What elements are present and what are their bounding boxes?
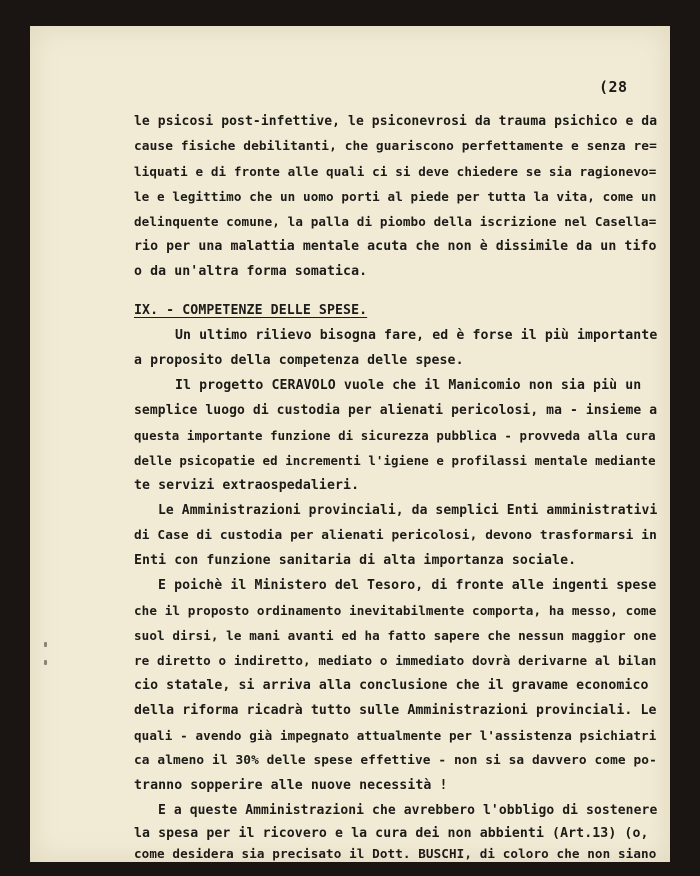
text-line: o da un'altra forma somatica.: [134, 264, 368, 279]
text-line: suol dirsi, le mani avanti ed ha fatto sapere che nessun maggior one: [134, 628, 657, 643]
page-number: (28: [599, 78, 628, 96]
text-line: Le Amministrazioni provinciali, da semplici Enti amministrativi: [158, 503, 658, 518]
punch-hole-mark: [44, 660, 47, 665]
text-line: Un ultimo rilievo bisogna fare, ed è forse il più importante: [175, 328, 658, 343]
text-line: cio statale, si arriva alla conclusione che il gravame economico: [134, 678, 649, 693]
text-line: a proposito della competenza delle spese.: [134, 353, 464, 368]
text-line: le psicosi post-infettive, le psiconevrosi da trauma psichico e da: [134, 114, 658, 129]
text-line: semplice luogo di custodia per alienati pericolosi, ma - insieme a: [134, 403, 658, 418]
text-line: delle psicopatie ed incrementi l'igiene e profilassi mentale mediante: [134, 453, 656, 468]
text-line: liquati e di fronte alle quali ci si deve chiedere se sia ragionevo=: [134, 164, 657, 179]
text-line: re diretto o indiretto, mediato o immediato dovrà derivarne al bilan: [134, 653, 657, 668]
text-line: Enti con funzione sanitaria di alta importanza sociale.: [134, 553, 577, 568]
text-line: ca almeno il 30% delle spese effettive - non si sa davvero come po-: [134, 753, 657, 768]
text-line: di Case di custodia per alienati pericolosi, devono trasformarsi in: [134, 528, 657, 543]
text-line: questa importante funzione di sicurezza pubblica - provveda alla cura: [134, 428, 656, 443]
text-line: come desidera sia precisato il Dott. BUSCHI, di coloro che non siano: [134, 846, 657, 861]
text-line: delinquente comune, la palla di piombo della iscrizione nel Casella=: [134, 214, 657, 229]
section-heading: IX. - COMPETENZE DELLE SPESE.: [134, 303, 368, 318]
text-line: della riforma ricadrà tutto sulle Amministrazioni provinciali. Le: [134, 703, 657, 718]
text-line: te servizi extraospedalieri.: [134, 478, 360, 493]
punch-hole-mark: [44, 642, 47, 647]
text-line: Il progetto CERAVOLO vuole che il Manicomio non sia più un: [175, 378, 642, 393]
text-line: che il proposto ordinamento inevitabilmente comporta, ha messo, come: [134, 603, 657, 618]
text-line: tranno sopperire alle nuove necessità !: [134, 778, 448, 793]
text-line: la spesa per il ricovero e la cura dei non abbienti (Art.13) (o,: [134, 826, 649, 841]
text-line: cause fisiche debilitanti, che guariscono perfettamente e senza re=: [134, 139, 657, 154]
text-line: le e legittimo che un uomo porti al piede per tutta la vita, come un: [134, 189, 657, 204]
text-line: E poichè il Ministero del Tesoro, di fronte alle ingenti spese: [158, 578, 657, 593]
text-line: quali - avendo già impegnato attualmente per l'assistenza psichiatri: [134, 728, 657, 743]
document-page: [30, 26, 670, 862]
text-line: rio per una malattia mentale acuta che non è dissimile da un tifo: [134, 239, 657, 254]
text-line: E a queste Amministrazioni che avrebbero l'obbligo di sostenere: [158, 803, 658, 818]
